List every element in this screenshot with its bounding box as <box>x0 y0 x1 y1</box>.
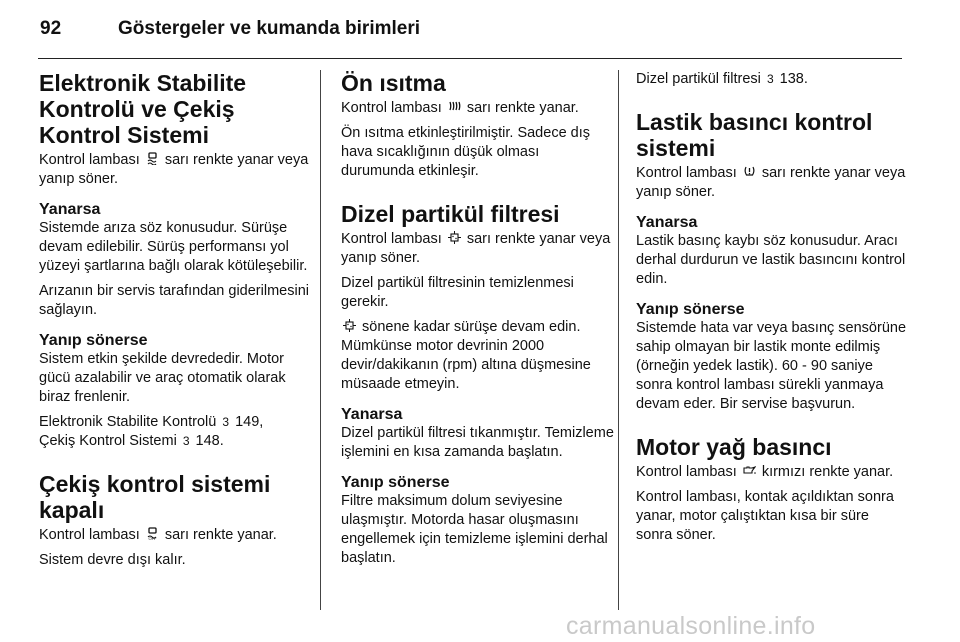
column-1 <box>39 70 314 570</box>
tc-off-title: Çekiş kontrol sistemi kapalı <box>39 471 271 523</box>
watermark: carmanualsonline.info <box>566 612 816 640</box>
oil-text: Kontrol lambası, kontak açıldıktan sonra yanar, motor çalıştıktan kısa bir süre sonra söner. <box>636 489 894 543</box>
dpf-yanip-text: Filtre maksimum dolum seviyesine ulaşmıştır. Motorda hasar oluşmasını engellemek için temizleme işlemini derhal başlatın. <box>341 493 608 566</box>
tire-pressure-icon <box>743 165 756 178</box>
dpf-yanarsa-heading: Yanarsa <box>341 406 403 423</box>
column-divider-1 <box>320 70 321 610</box>
dpf-title: Dizel partikül filtresi <box>341 201 560 227</box>
header-rule <box>38 58 902 59</box>
chapter-title: Göstergeler ve kumanda birimleri <box>118 18 421 39</box>
tpms-yanarsa-text: Lastik basınç kaybı söz konusudur. Aracı derhal durdurun ve lastik basıncını kontrol edin. <box>636 233 906 287</box>
glow-plug-icon <box>448 100 461 113</box>
tc-off-lamp-text: Kontrol lambası OFF sarı renkte yanar. <box>39 527 277 543</box>
tpms-yanarsa-heading: Yanarsa <box>636 214 698 231</box>
dpf-icon <box>343 319 356 332</box>
dpf-yanip-heading: Yanıp sönerse <box>341 474 450 491</box>
tpms-yanip-heading: Yanıp sönerse <box>636 301 745 318</box>
ref-tc-label: Çekiş Kontrol Sistemi <box>39 433 177 449</box>
esc-yanip-text: Sistem etkin şekilde devrededir. Motor gücü azalabilir ve araç otomatik olarak biraz frenlenir. <box>39 351 286 405</box>
preheat-title: Ön ısıtma <box>341 70 446 96</box>
oil-lamp-text: Kontrol lambası kırmızı renkte yanar. <box>636 464 894 480</box>
tc-off-text: Sistem devre dışı kalır. <box>39 552 186 568</box>
esc-lamp-text: Kontrol lambası sarı renkte yanar veya yanıp söner. <box>39 152 309 187</box>
esc-title: Elektronik Stabilite Kontrolü ve Çekiş Kontrol Sistemi <box>39 70 247 148</box>
esc-yanarsa-text: Sistemde arıza söz konusudur. Sürüşe devam edilebilir. Sürüş performansı yol yüzeyi şartlarına bağlı olarak kötüleşebilir. <box>39 220 308 274</box>
esc-yanarsa-heading: Yanarsa <box>39 201 101 218</box>
tpms-yanip-text: Sistemde hata var veya basınç sensörüne sahip olmayan bir lastik monte edilmiş (örneğin yedek lastik). 60 - 90 saniye sonra kontrol lambası sürekli yanmaya devam eder. Bir servise başvurun. <box>636 320 907 412</box>
column-2 <box>341 70 616 568</box>
column-3 <box>636 70 906 545</box>
esc-service-text: Arızanın bir servis tarafından giderilmesini sağlayın. <box>39 283 309 318</box>
dpf-cross-ref: Dizel partikül filtresi 3 138. <box>636 71 808 87</box>
dpf-icon <box>448 231 461 244</box>
preheat-lamp-text: Kontrol lambası sarı renkte yanar. <box>341 100 579 116</box>
ref-arrow-icon: 3 <box>766 72 774 86</box>
oil-pressure-title: Motor yağ basıncı <box>636 434 832 460</box>
dpf-lamp-text: Kontrol lambası sarı renkte yanar veya yanıp söner. <box>341 231 611 266</box>
dpf-yanarsa-text: Dizel partikül filtresi tıkanmıştır. Temizleme işlemini en kısa zamanda başlatın. <box>341 425 614 460</box>
preheat-text: Ön ısıtma etkinleştirilmiştir. Sadece dış hava sıcaklığının düşük olması durumunda etkinleşir. <box>341 125 590 179</box>
svg-text:OFF: OFF <box>148 536 157 540</box>
dpf-text-2: sönene kadar sürüşe devam edin. Mümkünse motor devrinin 2000 devir/dakikanın (rpm) altına düşmesine müsaade etmeyin. <box>341 319 591 392</box>
tpms-lamp-text: Kontrol lambası sarı renkte yanar veya yanıp söner. <box>636 165 906 200</box>
ref-esc-label: Elektronik Stabilite Kontrolü <box>39 414 217 430</box>
ref-esc-page: 149, <box>235 414 264 430</box>
dpf-text-1: Dizel partikül filtresinin temizlenmesi gerekir. <box>341 275 574 310</box>
tpms-title: Lastik basıncı kontrol sistemi <box>636 109 873 161</box>
esc-skid-icon <box>146 152 159 165</box>
esc-cross-refs <box>39 413 314 451</box>
column-divider-2 <box>618 70 619 610</box>
oil-can-icon <box>743 464 756 477</box>
ref-tc-page: 148. <box>195 433 224 449</box>
ref-arrow-icon: 3 <box>222 415 230 429</box>
page-header <box>38 14 900 54</box>
esc-yanip-heading: Yanıp sönerse <box>39 332 148 349</box>
ref-arrow-icon: 3 <box>182 434 190 448</box>
tc-off-icon <box>146 527 159 540</box>
page-number: 92 <box>40 18 62 39</box>
